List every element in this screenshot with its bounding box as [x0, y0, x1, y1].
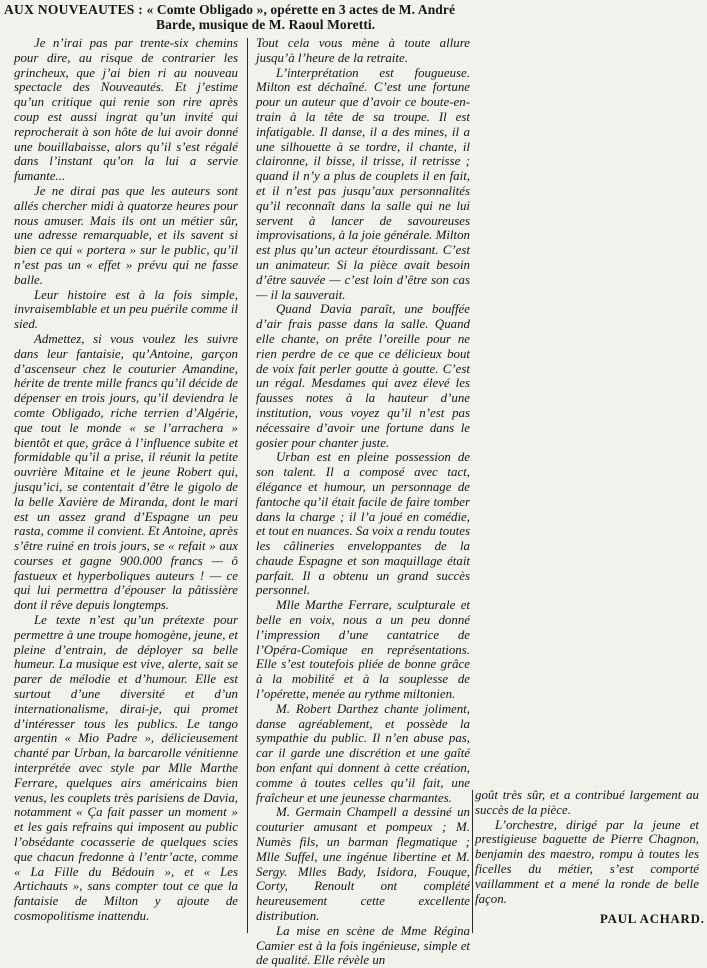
- paragraph: Mlle Marthe Ferrare, sculpturale et belle en voix, nous a un peu donné l’impression d’une cantatrice de l’Opéra-Comique en représentations. Elle s’est toutefois pliée de bonne grâce à la mobilité et à la souplesse de l’opérette, menée au rythme miltonien.: [256, 598, 470, 702]
- paragraph: Admettez, si vous voulez les suivre dans leur fantaisie, qu’Antoine, garçon d’ascenseur chez le couturier Amandine, hérite de trente mille francs qu’il décide de dépenser en trois jours, qu’il deviendra le comte Obligado, riche terrien d’Algérie, que tout le monde « se l’arrachera » bientôt et que, grâce à l’influence subite et formidable qu’il a prise, il réunit la petite ouvrière Mitaine et le jeune Robert qui, jusqu’ici, se contentait d’être le gigolo de la belle Xavière de Miranda, dont le mari est un assez grand d’Espagne un peu rasta, comme il convient. Et Antoine, après s’être ruiné en trois jours, se « refait » aux courses et gagne 900.000 francs — ô fastueux et hyperboliques auteurs ! — ce qui lui permettra d’épouser la pâtissière dont il rêve depuis longtemps.: [14, 331, 238, 613]
- paragraph: Le texte n’est qu’un prétexte pour permettre à une troupe homogène, jeune, et pleine d’entrain, de déployer sa belle humeur. La musique est vive, alerte, sait se parer de mélodie et d’humour. Elle est surtout d’une diversité et d’un internationalisme, dirai-je, qui promet d’intéresser tous les publics. Le tango argentin « Mio Padre », délicieusement chanté par Urban, la barcarolle vénitienne interprétée avec style par Mlle Marthe Ferrare, quelques airs américains bien venus, les couplets très parisiens de Davia, notamment « Ça fait passer un moment » et les gais refrains qui imposent au public l’obsédante cocasserie de quelques scies que chacun fredonne à l’entr’acte, comme « La Fille du Bédouin », et « Les Artichauts », sans compter tout ce que la fantaisie de Milton y ajoute de cosmopolitisme inattendu.: [14, 613, 238, 924]
- paragraph-continued: Tout cela vous mène à toute allure jusqu’à l’heure de la retraite.: [256, 36, 470, 65]
- paragraph: La mise en scène de Mme Régina Camier est à la fois ingénieuse, simple et de qualité. Elle révèle un: [256, 923, 470, 968]
- paragraph: L’orchestre, dirigé par la jeune et prestigieuse baguette de Pierre Chagnon, benjamin des maestro, rompu à toutes les ficelles du métier, s’est comporté vaillamment et a mené la ronde de belle façon.: [475, 817, 699, 906]
- author-signature: PAUL ACHARD.: [600, 912, 705, 926]
- paragraph: M. Robert Darthez chante joliment, danse agréablement, et possède la sympathie du public. Il n’en abuse pas, car il garde une discrétion et une gaîté bon enfant qui donnent à cette création, comme à toutes celles qu’il fait, une fraîcheur et une jeunesse charmantes.: [256, 701, 470, 805]
- paragraph: M. Germain Champell a dessiné un couturier amusant et pompeux ; M. Numès fils, un barman flegmatique ; Mlle Suffel, une ingénue libertine et M. Sergy. Mlles Bady, Isidora, Fouque, Corty, Renoult ont complété heureusement cette excellente distribution.: [256, 805, 470, 924]
- column-2: [256, 36, 470, 968]
- paragraph: Je n’irai pas par trente-six chemins pour dire, au risque de contrarier les grincheux, que j’ai bien ri au nouveau spectacle des Nouveautés. Et j’estime qu’un critique qui renie son rire après coup est aussi ingrat qu’un invité qui reprocherait à son hôte de lui avoir donné une bouillabaisse, alors qu’il s’est régalé dans l’instant qu’on la lui a servie fumante...: [14, 36, 238, 184]
- paragraph: Urban est en pleine possession de son talent. Il a composé avec tact, élégance et humour, un personnage de fantoche qu’il était facile de faire tomber dans la charge ; il l’a joué en comédie, et tout en nuances. Sa voix a rendu toutes les câlineries enveloppantes de la chaude Espagne et son maquillage était parfait. Il a obtenu un grand succès personnel.: [256, 450, 470, 598]
- headline-theatre: AUX NOUVEAUTES :: [4, 2, 144, 17]
- headline-title: « Comte Obligado », opérette en 3 actes de M. André: [143, 2, 456, 17]
- paragraph: Je ne dirai pas que les auteurs sont allés chercher midi à quatorze heures pour nous amuser. Mais ils ont un métier sûr, une adresse remarquable, et ils savent si bien ce qui « portera » sur le public, qu’il n’est pas un « effet » prévu qui ne fasse balle.: [14, 183, 238, 287]
- paragraph: Leur histoire est à la fois simple, invraisemblable et un peu puérile comme il sied.: [14, 287, 238, 332]
- paragraph: L’interprétation est fougueuse. Milton est déchaîné. C’est une fortune pour un auteur que d’avoir ce boute-en-train à la tête de sa troupe. Il est infatigable. Il danse, il a des mines, il a une silhouette à se tordre, il chante, il claironne, il bisse, il trisse, il retrisse ; quand il n’y a plus de couplets il en fait, et il n’est pas jusqu’aux personnalités qu’il reconnaît dans la salle qui ne lui servent à lancer de savoureuses improvisations, à la joie générale. Milton est plus qu’un acteur étourdissant. C’est un animateur. Si la pièce avait besoin d’être sauvée — c’est loin d’être son cas — il la sauverait.: [256, 65, 470, 302]
- article-headline: [4, 2, 703, 32]
- paragraph-continued: goût très sûr, et a contribué largement au succès de la pièce.: [475, 788, 699, 817]
- headline-credits: Barde, musique de M. Raoul Moretti.: [156, 17, 376, 32]
- column-3: [475, 788, 699, 906]
- paragraph: Quand Davia paraît, une bouffée d’air frais passe dans la salle. Quand elle chante, on prête l’oreille pour ne rien perdre de ce que ce délicieux bout de voix fait perler goutte à goutte. C’est un régal. Mesdames qui avez élevé les fausses notes à la hauteur d’une institution, vous voyez qu’il n’est pas nécessaire d’avoir une fortune dans le gosier pour chanter juste.: [256, 302, 470, 450]
- column-divider: [472, 790, 473, 933]
- column-1: [14, 36, 238, 924]
- column-divider: [247, 38, 248, 933]
